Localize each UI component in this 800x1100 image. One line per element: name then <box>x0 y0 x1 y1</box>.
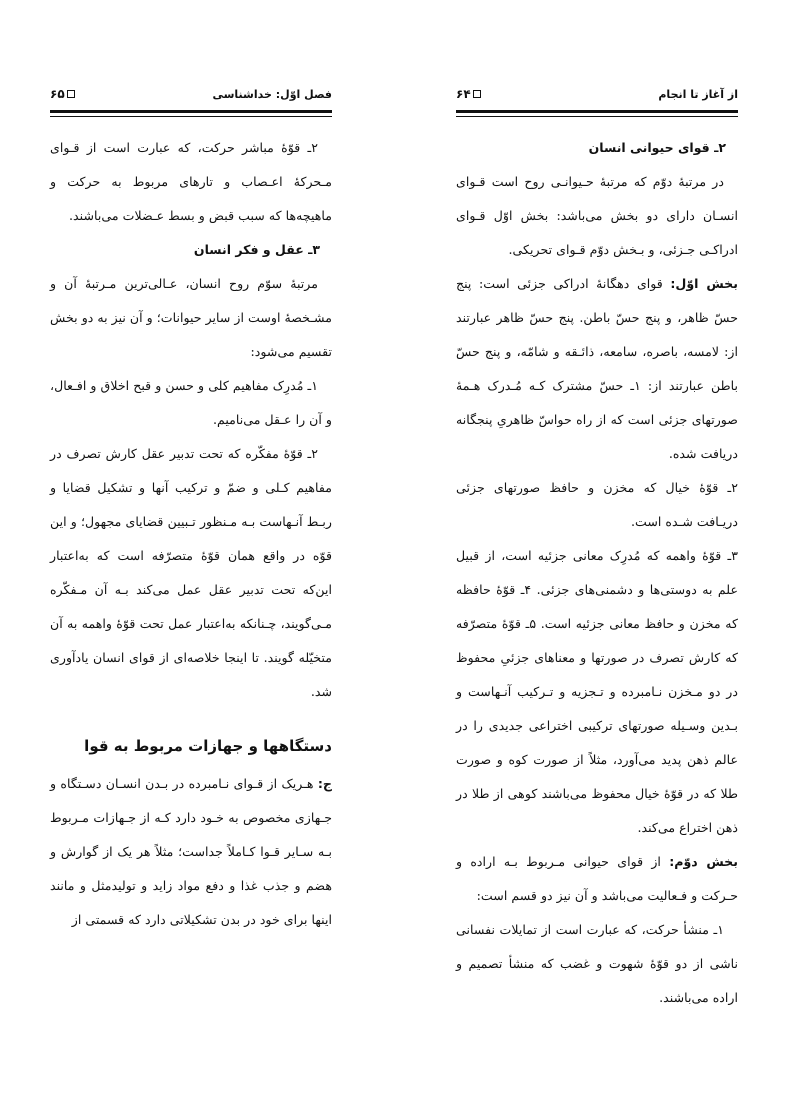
page-number-text: ۶۴ <box>456 87 471 101</box>
paragraph: ۲ـ قوّهٔ مفکّره که تحت تدبیر عقل کارش تصرف در مفاهیم کـلی و ضمّ و ترکیب آنها و تشکیل قضایا و ربـط آنـهاست بـه مـنظور تـبیین قضایای مجهول؛ و این قوّه در واقع همان قوّهٔ متصرّفه است که به‌اعتبار این‌که تحت تدبیر عقل عمل می‌کند بـه آن مـفکّره مـی‌گویند، چـنانکه به‌اعتبار عمل تحت قوّهٔ واهمه به آن متخیّله گویند. تا اینجا خلاصه‌ای از قوای انسان یادآوری شد. <box>50 446 332 699</box>
page-header <box>456 84 738 108</box>
section-heading: دستگاهها و جهازات مربوط به قوا <box>84 737 332 755</box>
page-number <box>50 87 75 101</box>
paragraph: ۲ـ قوّهٔ خیال که مخزن و حافظ صورتهای جزئی دریـافت شـده است. <box>456 480 738 529</box>
paragraph-text: قوای دهگانهٔ ادراکی جزئی است: پنج حسّ ظاهر، و پنج حسّ باطن. پنج حسّ ظاهر عبارتند از: لامسه، باصره، سامعه، ذائـقه و شامّه، و پنج حسّ باطن عبارتند از: ۱ـ حسّ مشترک کـه مُـدرک هـمهٔ صورتهای جزئی است که از راه حواسّ ظاهریِ پنجگانه دریافت شده. <box>456 276 738 461</box>
paragraph: در مرتبهٔ دوّم که مرتبهٔ حـیوانـی روح است قـوای انسـان دارای دو بخش می‌باشد: بخش اوّل قـوای ادراکـی جـزئی، و بـخش دوّم قـوای تحریکی. <box>456 174 738 257</box>
paragraph-lead: بخش اوّل: <box>670 276 738 291</box>
paragraph <box>456 845 738 913</box>
page-number <box>456 87 481 101</box>
page-body <box>50 131 332 937</box>
paragraph <box>50 767 332 937</box>
page-number-text: ۶۵ <box>50 87 65 101</box>
page-body <box>456 131 738 1015</box>
square-ornament-icon <box>67 90 75 98</box>
paragraph <box>456 267 738 471</box>
paragraph-lead: ج: <box>317 776 332 791</box>
paragraph: ۲ـ قوّهٔ مباشر حرکت، که عبارت است از قـوای مـحرکهٔ اعـصاب و تارهای مربوط به حرکت و ماهیچه‌ها که سبب قبض و بسط عـضلات می‌باشند. <box>50 140 332 223</box>
right-page <box>456 84 738 1015</box>
header-rule-thick <box>456 110 738 113</box>
header-rule-thin <box>50 116 332 117</box>
subheading: ۲ـ قوای حیوانی انسان <box>588 140 726 155</box>
header-rule-thin <box>456 116 738 117</box>
paragraph: ۱ـ مُدرِک مفاهیم کلی و حسن و قبح اخلاق و افـعال، و آن را عـقل می‌نامیم. <box>50 378 332 427</box>
running-title: از آغاز تا انجام <box>658 88 738 101</box>
paragraph: ۱ـ منشأ حرکت، که عبارت است از تمایلات نفسانی ناشی از دو قوّهٔ شهوت و غضب که منشأ تصمیم و اراده می‌باشند. <box>456 922 738 1005</box>
paragraph-text: از قوای حیوانی مـربوط بـه اراده و حـرکت و فـعالیت می‌باشد و آن نیز دو قسم است: <box>456 854 738 903</box>
left-page <box>50 84 332 937</box>
subheading: ۳ـ عقل و فکر انسان <box>193 242 320 257</box>
square-ornament-icon <box>473 90 481 98</box>
paragraph-lead: بخش دوّم: <box>669 854 738 869</box>
paragraph: ۳ـ قوّهٔ واهمه که مُدرِک معانی جزئیه است، از قبیل علم به دوستی‌ها و دشمنی‌های جزئی. ۴ـ قوّهٔ حافظه که مخزن و حافظ معانی جزئیه است. ۵ـ قوّهٔ متصرّفه که کارش تصرف در صورتها و معناهای جزئیِ محفوظ در دو مـخزن نـامبرده و تـجزیه و تـرکیب آنـهاست و بـدین وسـیله صورتهای ترکیبی اختراعی جدیدی را در عالم ذهن پدید می‌آورد، مثلاً از صورت کوه و صورت طلا که در قوّهٔ خیال محفوظ می‌باشند کوهی از طلا در ذهن اختراع می‌کند. <box>456 548 738 835</box>
header-rule-thick <box>50 110 332 113</box>
page-header <box>50 84 332 108</box>
running-title: فصل اوّل: خداشناسی <box>212 88 332 101</box>
paragraph-text: هـریک از قـوای نـامبرده در بـدن انسـان دسـتگاه و جـهازی مخصوص به خـود دارد کـه از جـهازات مـربوط بـه سـایر قـوا کـاملاً جداست؛ مثلاً هر یک از گوارش و هضم و جذب غذا و دفع مواد زاید و تولیدمثل و مانند اینها برای خود در بدن تشکیلاتی دارد که قسمتی از <box>50 776 332 927</box>
paragraph: مرتبهٔ سوّم روح انسان، عـالی‌ترین مـرتبهٔ آن و مشـخصهٔ اوست از سایر حیوانات؛ و آن نیز به دو بخش تقسیم می‌شود: <box>50 276 332 359</box>
